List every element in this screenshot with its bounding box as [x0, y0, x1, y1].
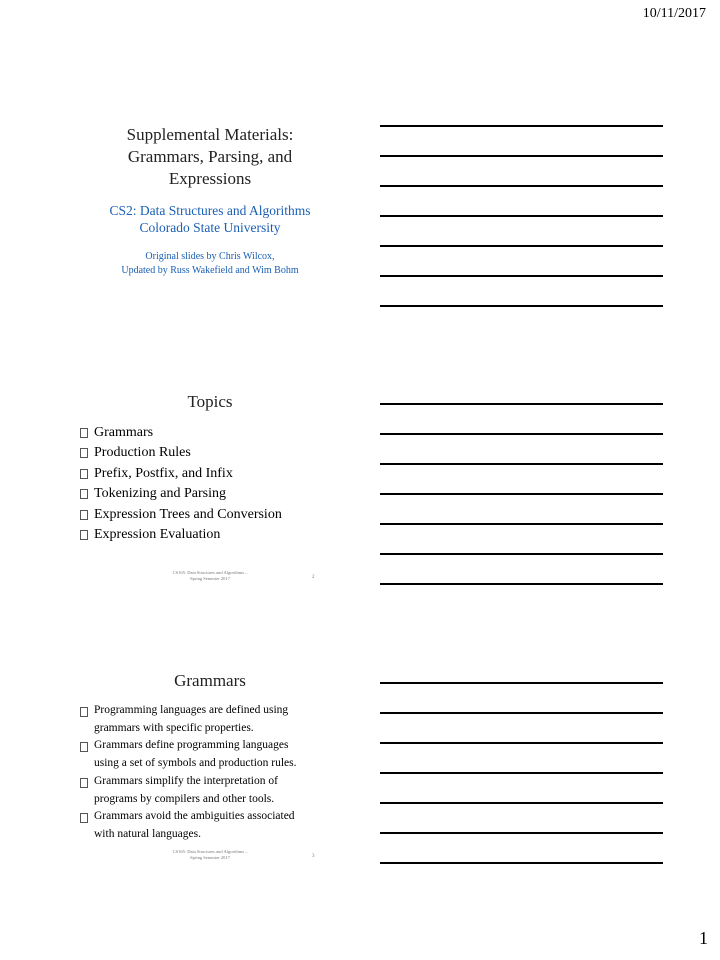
bullet-item: Grammars avoid the ambiguities associated with natural languages. [80, 808, 340, 843]
note-line [380, 155, 663, 157]
slide-3-bullet-list [80, 702, 340, 844]
note-line [380, 125, 663, 127]
slide-3-title: Grammars [174, 671, 246, 690]
bullet-icon [80, 778, 88, 788]
bullet-icon [80, 813, 88, 823]
slide-3-footer: CS165: Data Structures and Algorithms – Spring Semester 2017 [172, 849, 248, 860]
bullet-item: Production Rules [80, 443, 340, 463]
note-line [380, 403, 663, 405]
note-line [380, 493, 663, 495]
bullet-icon [80, 428, 88, 438]
slide-2 [80, 392, 340, 592]
note-line [380, 185, 663, 187]
slide-1-credits: Original slides by Chris Wilcox, Updated by Russ Wakefield and Wim Bohm [121, 251, 299, 276]
note-line [380, 275, 663, 277]
slide-2-footer: CS165: Data Structures and Algorithms – Spring Semester 2017 [172, 570, 248, 581]
bullet-icon [80, 707, 88, 717]
bullet-item: Grammars [80, 423, 340, 443]
bullet-icon [80, 469, 88, 479]
slide-1-title: Supplemental Materials: Grammars, Parsing, and Expressions [126, 125, 294, 188]
note-line [380, 682, 663, 684]
slide-2-title: Topics [187, 392, 233, 411]
bullet-item: Grammars define programming languages using a set of symbols and production rules. [80, 737, 340, 772]
bullet-item: Expression Evaluation [80, 525, 340, 545]
bullet-icon [80, 742, 88, 752]
bullet-item: Tokenizing and Parsing [80, 484, 340, 504]
print-date: 10/11/2017 [642, 6, 706, 21]
note-line [380, 215, 663, 217]
note-line [380, 583, 663, 585]
note-line [380, 553, 663, 555]
note-line [380, 772, 663, 774]
note-line [380, 245, 663, 247]
note-line [380, 832, 663, 834]
bullet-item: Grammars simplify the interpretation of programs by compilers and other tools. [80, 773, 340, 808]
note-line [380, 433, 663, 435]
bullet-item: Expression Trees and Conversion [80, 505, 340, 525]
note-line [380, 305, 663, 307]
bullet-item: Programming languages are defined using grammars with specific properties. [80, 702, 340, 737]
page-number: 1 [699, 928, 708, 948]
slide-2-number: 2 [312, 575, 315, 580]
slide-3 [80, 671, 340, 871]
slide-2-bullet-list [80, 423, 340, 545]
bullet-icon [80, 448, 88, 458]
note-line [380, 802, 663, 804]
slide-1 [80, 124, 340, 278]
bullet-item: Prefix, Postfix, and Infix [80, 464, 340, 484]
slide-3-number: 3 [312, 854, 315, 859]
bullet-icon [80, 489, 88, 499]
note-line [380, 463, 663, 465]
note-line [380, 862, 663, 864]
note-line [380, 712, 663, 714]
note-line [380, 523, 663, 525]
bullet-icon [80, 510, 88, 520]
slide-1-course: CS2: Data Structures and Algorithms Colorado State University [109, 203, 311, 235]
note-line [380, 742, 663, 744]
bullet-icon [80, 530, 88, 540]
